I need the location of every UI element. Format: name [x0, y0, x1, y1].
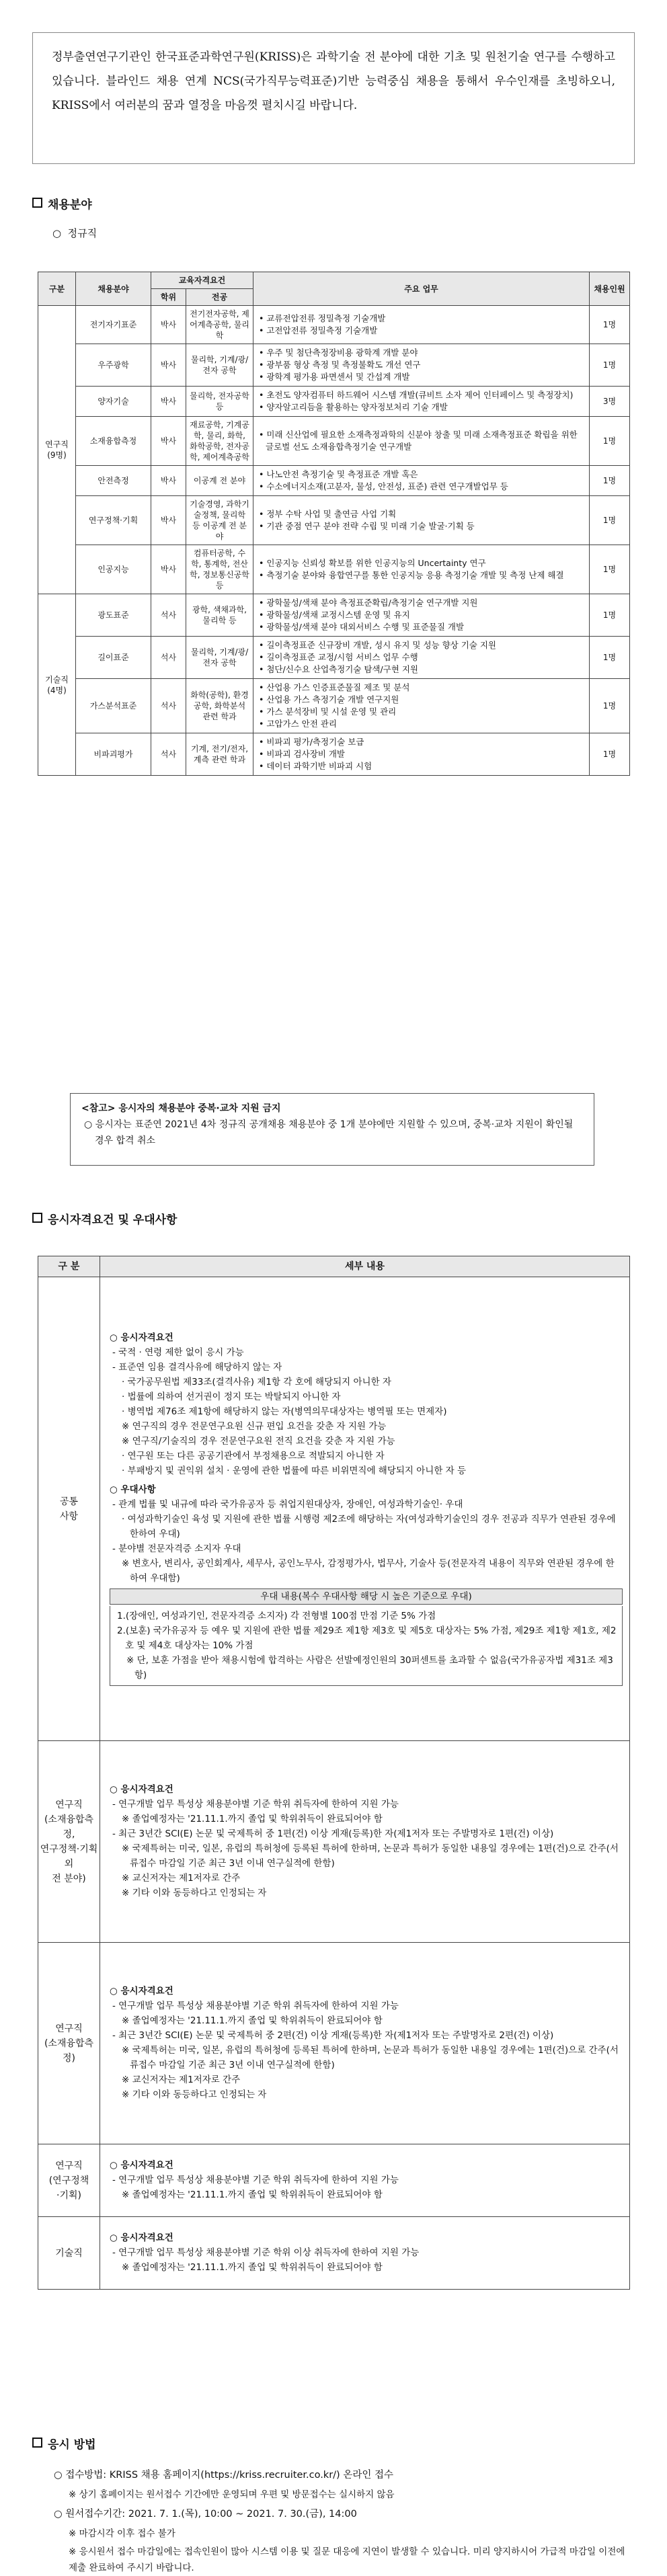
duty-text: 첨단/신수요 산업측정기술 탐색/구현 지원 [266, 664, 418, 674]
list-item: · 부패방지 및 권익위 설치 · 운영에 관한 법률에 따른 비위면직에 해당되지 아니한 자 등 [122, 1465, 467, 1476]
row-common [38, 1277, 630, 1741]
count-cell: 3명 [590, 387, 630, 417]
major-cell: 기술경영, 과학기술정책, 물리학 등 이공계 전 분야 [186, 496, 253, 545]
bullet-icon: • [259, 390, 267, 400]
bullet-icon: • [259, 558, 267, 568]
duty-text: 인공지능 신뢰성 확보를 위한 인공지능의 Uncertainty 연구 [266, 558, 486, 568]
technical-body [100, 2217, 630, 2290]
field-cell: 안전측정 [76, 466, 151, 496]
group-label: 기술직 (4명) [38, 594, 76, 776]
bullet-icon: • [259, 707, 267, 717]
count-cell: 1명 [590, 545, 630, 594]
degree-cell: 석사 [151, 733, 186, 776]
duty-text: 비파괴 평가/측정기술 보급 [266, 737, 364, 747]
apply-note-1: ※ 상기 홈페이지는 원서접수 기간에만 운영되며 우편 및 방문접수는 실시하지 않음 [69, 2489, 395, 2500]
bullet-icon: • [259, 325, 267, 335]
list-item: ※ 연구직의 경우 전문연구요원 신규 편입 요건을 갖춘 자 지원 가능 [122, 1421, 387, 1432]
count-cell: 1명 [590, 594, 630, 637]
apply-method: ○ 접수방법: KRISS 채용 홈페이지(https://kriss.recruiter.co.kr/) 온라인 접수 [54, 2470, 393, 2481]
duty-item [259, 481, 586, 493]
field-cell: 양자기술 [76, 387, 151, 417]
list-item: - 연구개발 업무 특성상 채용분야별 기준 학위 취득자에 한하여 지원 가능 [112, 2174, 399, 2185]
duty-text: 데이터 과학기반 비파괴 시험 [266, 761, 372, 771]
bullet-icon: • [259, 682, 267, 692]
research-policy-title: ○ 응시자격요건 [110, 2159, 173, 2171]
label-research-policy: 연구직 (연구정책 ·기획) [38, 2144, 100, 2217]
duty-text: 양자알고리듬을 활용하는 양자정보처리 기술 개발 [266, 402, 448, 412]
bullet-icon: • [259, 348, 267, 358]
list-item: · 병역법 제76조 제1항에 해당하지 않는 자(병역의무대상자는 병역필 또는 면제자) [122, 1406, 447, 1417]
research-other-title: ○ 응시자격요건 [110, 1783, 173, 1795]
table-row [38, 496, 630, 545]
list-item: - 최근 3년간 SCI(E) 논문 및 국제특허 중 1편(건) 이상 게재(등록)한 자(제1저자 또는 주발명자로 1편(건) 이상) [112, 1828, 554, 1839]
bullet-icon: • [259, 402, 267, 412]
major-cell: 물리학, 전자공학 등 [186, 387, 253, 417]
duty-text: 측정기술 분야와 융합연구를 통한 인공지능 응용 측정기술 개발 및 측정 난제 해결 [266, 570, 564, 580]
major-cell: 광학, 색채과학, 물리학 등 [186, 594, 253, 637]
square-bullet-icon [32, 2438, 42, 2448]
major-cell: 기계, 전기/전자, 계측 관련 학과 [186, 733, 253, 776]
duty-item [259, 694, 586, 706]
common-pref-lines [110, 1497, 623, 1586]
duty-text: 산업용 가스 인증표준물질 제조 및 분석 [266, 682, 410, 692]
bullet-icon: • [259, 664, 267, 674]
research-material-title: ○ 응시자격요건 [110, 1985, 173, 1997]
list-item: · 여성과학기술인 육성 및 지원에 관한 법률 시행령 제2조에 해당하는 자(여성과학기술인의 경우 전공과 직무가 연관된 경우에 한하여 우대) [122, 1514, 616, 1539]
count-cell: 1명 [590, 679, 630, 733]
list-item: · 국가공무원법 제33조(결격사유) 제1항 각 호에 해당되지 아니한 자 [122, 1377, 391, 1387]
apply-section [54, 2466, 632, 2576]
duty-text: 길이측정표준 신규장비 개발, 성시 유지 및 성능 향상 기술 지원 [266, 640, 496, 650]
bullet-icon: • [259, 694, 267, 705]
duty-text: 기관 중점 연구 분야 전략 수립 및 미래 기술 발굴·기획 등 [266, 521, 475, 531]
list-item: - 표준연 임용 결격사유에 해당하지 않는 자 [112, 1362, 282, 1373]
research-policy-lines [110, 2173, 623, 2202]
table-row [38, 306, 630, 344]
duty-item [259, 347, 586, 359]
count-cell: 1명 [590, 417, 630, 466]
duty-item [259, 597, 586, 609]
list-item: - 연구개발 업무 특성상 채용분야별 기준 학위 취득자에 한하여 지원 가능 [112, 2000, 399, 2011]
list-item: ※ 변호사, 변리사, 공인회계사, 세무사, 공인노무사, 감정평가사, 법무사, 기술사 등(전문자격 내용이 직무와 연관된 경우에 한하여 우대함) [122, 1558, 615, 1584]
major-cell: 전기전자공학, 제어계측공학, 물리학 [186, 306, 253, 344]
duty-cell [253, 306, 590, 344]
degree-cell: 박사 [151, 496, 186, 545]
apply-note-3: ※ 응시원서 접수 마감일에는 접속인원이 많아 시스템 이용 및 질문 대응에 지연이 발생할 수 있습니다. 미리 양지하시어 가급적 마감일 이전에 제출 완료하여 주시기 바랍니다. [69, 2546, 625, 2573]
section-qualify-heading: 응시자격요건 및 우대사항 [32, 1210, 177, 1227]
header-category: 구분 [38, 272, 76, 306]
technical-lines [110, 2245, 623, 2275]
note-box [70, 1093, 594, 1166]
count-cell: 1명 [590, 733, 630, 776]
duty-item [259, 760, 586, 772]
count-cell: 1명 [590, 637, 630, 679]
table-row [38, 679, 630, 733]
list-item: - 최근 3년간 SCI(E) 논문 및 국제특허 중 2편(건) 이상 게재(등록)한 자(제1저자 또는 주발명자로 2편(건) 이상) [112, 2029, 554, 2041]
duty-item [259, 520, 586, 532]
bullet-icon: • [259, 481, 267, 491]
bullet-icon: • [259, 749, 267, 759]
list-item: · 법률에 의하여 선거권이 정지 또는 박탈되지 아니한 자 [122, 1392, 341, 1402]
degree-cell: 석사 [151, 679, 186, 733]
pref-box-body [110, 1606, 623, 1686]
table-row [38, 466, 630, 496]
list-item: ※ 졸업예정자는 '21.11.1.까지 졸업 및 학위취득이 완료되어야 함 [122, 2015, 383, 2026]
field-cell: 광도표준 [76, 594, 151, 637]
list-item: - 관계 법률 및 내규에 따라 국가유공자 등 취업지원대상자, 장애인, 여성과학기술인· 우대 [112, 1499, 463, 1510]
duty-text: 고압가스 안전 관리 [266, 719, 337, 729]
duty-text: 초전도 양자컴퓨터 하드웨어 시스템 개발(큐비트 소자 제어 인터페이스 및 측정장치) [266, 390, 574, 400]
duty-text: 산업용 가스 측정기술 개발 연구지원 [266, 694, 399, 705]
table-row [38, 387, 630, 417]
major-cell: 화학(공학), 환경공학, 화학분석 관련 학과 [186, 679, 253, 733]
pref-box-line: ※ 단, 보훈 가점을 받아 채용시험에 합격하는 사람은 선발예정인원의 30퍼센트를 초과할 수 없음(국가유공자법 제31조 제3항) [126, 1655, 613, 1681]
duty-item [259, 639, 586, 651]
bullet-icon: • [259, 652, 267, 662]
qualification-table [38, 1256, 630, 2290]
duty-item [259, 469, 586, 481]
field-cell: 가스분석표준 [76, 679, 151, 733]
major-cell: 물리학, 기계/광/전자 공학 [186, 344, 253, 387]
duty-text: 정부 수탁 사업 및 출연금 사업 기획 [266, 509, 397, 519]
field-cell: 소재융합측정 [76, 417, 151, 466]
list-item: - 분야별 전문자격증 소지자 우대 [112, 1543, 241, 1554]
duty-cell [253, 417, 590, 466]
bullet-icon: • [259, 570, 267, 580]
bullet-icon: • [259, 509, 267, 519]
research-material-lines [110, 1999, 623, 2102]
duty-item [259, 736, 586, 748]
list-item: ※ 국제특허는 미국, 일본, 유럽의 특허청에 등록된 특허에 한하며, 논문과 특허가 동일한 내용일 경우에는 1편(건)으로 간주(서류접수 마감일 기준 최근 3년 이내 연구실적에 한함) [122, 2044, 619, 2070]
group-label: 연구직 (9명) [38, 306, 76, 594]
duty-text: 미래 신산업에 필요한 소재측정과학의 신분야 창출 및 미래 소재측정표준 확립을 위한 글로벌 선도 소재융합측정기술 연구개발 [266, 430, 578, 452]
intro-box: 정부출연연구기관인 한국표준과학연구원(KRISS)은 과학기술 전 분야에 대한 기초 및 원천기술 연구를 수행하고 있습니다. 블라인드 채용 연계 NCS(국가직무능력표준)기반 능력중심 채용을 통해서 우수인재를 초빙하오니, KRISS에서 여러분의 꿈과 열정을 마음껏 펼치시길 바랍니다. [32, 32, 635, 164]
header-field: 채용분야 [76, 272, 151, 306]
list-item: ※ 연구직/기술직의 경우 전문연구요원 전직 요건을 갖춘 자 지원 가능 [122, 1436, 395, 1447]
duty-item [259, 359, 586, 371]
common-qual-title: ○ 응시자격요건 [110, 1332, 173, 1343]
count-cell: 1명 [590, 306, 630, 344]
duty-item [259, 429, 586, 453]
duty-item [259, 663, 586, 676]
bullet-icon: • [259, 372, 267, 382]
degree-cell: 박사 [151, 545, 186, 594]
header-edu: 교육자격요건 [151, 272, 253, 289]
research-other-lines [110, 1797, 623, 1900]
duty-text: 가스 분석장비 및 시설 운영 및 관리 [266, 707, 397, 717]
header-category2: 구 분 [38, 1256, 100, 1277]
field-cell: 비파괴평가 [76, 733, 151, 776]
table-row [38, 594, 630, 637]
header-count: 채용인원 [590, 272, 630, 306]
label-common: 공통 사항 [38, 1277, 100, 1741]
bullet-icon: • [259, 761, 267, 771]
major-cell: 컴퓨터공학, 수학, 통계학, 전산학, 정보통신공학 등 [186, 545, 253, 594]
degree-cell: 박사 [151, 387, 186, 417]
table-row [38, 417, 630, 466]
duty-item [259, 706, 586, 718]
duty-text: 나노안전 측정기술 및 측정표준 개발 혹은 [266, 469, 418, 479]
duty-item [259, 748, 586, 760]
common-body [100, 1277, 630, 1741]
bullet-icon: • [259, 313, 267, 323]
bullet-icon: • [259, 737, 267, 747]
bullet-icon: • [259, 610, 267, 620]
apply-period: ○ 원서접수기간: 2021. 7. 1.(목), 10:00 ~ 2021. 7. 30.(금), 14:00 [54, 2509, 357, 2520]
bullet-icon: • [259, 360, 267, 370]
degree-cell: 박사 [151, 417, 186, 466]
bullet-icon: • [259, 622, 267, 632]
research-material-body [100, 1943, 630, 2144]
list-item: - 국적 · 연령 제한 없이 응시 가능 [112, 1347, 244, 1358]
bullet-icon: • [259, 719, 267, 729]
duty-text: 길이측정표준 교정/시험 서비스 업무 수행 [266, 652, 418, 662]
duty-text: 광학물성/색채 분야 대외서비스 수행 및 표준물질 개발 [266, 622, 465, 632]
regular-subheading: ○ 정규직 [52, 227, 97, 239]
duty-item [259, 313, 586, 325]
square-bullet-icon [32, 198, 42, 208]
duty-cell [253, 496, 590, 545]
duty-item [259, 651, 586, 663]
pref-box-title: 우대 내용(복수 우대사항 해당 시 높은 기준으로 우대) [110, 1588, 623, 1605]
list-item: ※ 졸업예정자는 '21.11.1.까지 졸업 및 학위취득이 완료되어야 함 [122, 2261, 383, 2273]
header-degree: 학위 [151, 289, 186, 306]
duty-text: 광학물성/색채 분야 측정표준확립/측정기술 연구개발 지원 [266, 598, 478, 608]
duty-item [259, 371, 586, 383]
count-cell: 1명 [590, 496, 630, 545]
common-qual-lines [110, 1345, 623, 1478]
bullet-icon: • [259, 521, 267, 531]
duty-item [259, 609, 586, 621]
duty-cell [253, 387, 590, 417]
header-major: 전공 [186, 289, 253, 306]
field-cell: 우주광학 [76, 344, 151, 387]
duty-item [259, 401, 586, 413]
table-row [38, 637, 630, 679]
pref-box-line: 2.(보훈) 국가유공자 등 예우 및 지원에 관한 법률 제29조 제1항 제3호 및 제5호 대상자는 5% 가점, 제29조 제1항 제1호, 제2호 및 제4호 대상자는 10% 가점 [117, 1625, 617, 1651]
field-cell: 길이표준 [76, 637, 151, 679]
list-item: - 연구개발 업무 특성상 채용분야별 기준 학위 이상 취득자에 한하여 지원 가능 [112, 2247, 420, 2258]
section-apply-heading: 응시 방법 [32, 2435, 96, 2452]
duty-cell [253, 344, 590, 387]
note-text: ○ 응시자는 표준연 2021년 4차 정규직 공개채용 채용분야 중 1개 분야에만 지원할 수 있으며, 중복·교차 지원이 확인될 경우 합격 취소 [84, 1119, 574, 1146]
degree-cell: 박사 [151, 344, 186, 387]
degree-cell: 석사 [151, 594, 186, 637]
recruit-table [38, 272, 630, 776]
count-cell: 1명 [590, 466, 630, 496]
table-row [38, 733, 630, 776]
list-item: ※ 졸업예정자는 '21.11.1.까지 졸업 및 학위취득이 완료되어야 함 [122, 2189, 383, 2200]
row-research-material [38, 1943, 630, 2144]
list-item: ※ 졸업예정자는 '21.11.1.까지 졸업 및 학위취득이 완료되어야 함 [122, 1813, 383, 1824]
duty-text: 교류전압전류 정밀측정 기술개발 [266, 313, 386, 323]
pref-box-line: 1.(장애인, 여성과기인, 전문자격증 소지자) 각 전형별 100점 만점 기준 5% 가점 [117, 1611, 436, 1621]
list-item: ※ 기타 이와 동등하다고 인정되는 자 [122, 2089, 267, 2100]
duty-text: 광부품 형상 측정 및 측정불확도 개선 연구 [266, 360, 421, 370]
duty-cell [253, 679, 590, 733]
bullet-icon: • [259, 430, 267, 440]
duty-cell [253, 545, 590, 594]
major-cell: 물리학, 기계/광/전자 공학 [186, 637, 253, 679]
duty-item [259, 682, 586, 694]
duty-item [259, 389, 586, 401]
duty-text: 고전압전류 정밀측정 기술개발 [266, 325, 378, 335]
degree-cell: 석사 [151, 637, 186, 679]
duty-item [259, 718, 586, 730]
research-other-body [100, 1741, 630, 1943]
field-cell: 연구정책·기획 [76, 496, 151, 545]
field-cell: 전기자기표준 [76, 306, 151, 344]
list-item: ※ 기타 이와 동등하다고 인정되는 자 [122, 1887, 267, 1898]
duty-cell [253, 594, 590, 637]
duty-cell [253, 466, 590, 496]
list-item: ※ 국제특허는 미국, 일본, 유럽의 특허청에 등록된 특허에 한하며, 논문과 특허가 동일한 내용일 경우에는 1편(건)으로 간주(서류접수 마감일 기준 최근 3년 이내 연구실적에 한함) [122, 1843, 619, 1869]
duty-text: 수소에너지소재(고분자, 물성, 안전성, 표준) 관련 연구개발업무 등 [266, 481, 508, 491]
list-item: ※ 교신저자는 제1저자로 간주 [122, 1872, 241, 1884]
section-recruit-heading: 채용분야 [32, 195, 92, 212]
label-research-material: 연구직 (소재융합측정) [38, 1943, 100, 2144]
table-row [38, 344, 630, 387]
duty-item [259, 569, 586, 581]
common-pref-title: ○ 우대사항 [110, 1484, 156, 1495]
duty-cell [253, 637, 590, 679]
degree-cell: 박사 [151, 466, 186, 496]
bullet-icon: • [259, 640, 267, 650]
duty-text: 우주 및 첨단측정장비용 광학계 개발 분야 [266, 348, 418, 358]
row-technical [38, 2217, 630, 2290]
duty-item [259, 508, 586, 520]
list-item: - 연구개발 업무 특성상 채용분야별 기준 학위 취득자에 한하여 지원 가능 [112, 1798, 399, 1810]
duty-item [259, 621, 586, 633]
row-research-other [38, 1741, 630, 1943]
count-cell: 1명 [590, 344, 630, 387]
label-research-other: 연구직 (소재융합측정, 연구정책·기획 외 전 분야) [38, 1741, 100, 1943]
label-technical: 기술직 [38, 2217, 100, 2290]
square-bullet-icon [32, 1213, 42, 1223]
duty-item [259, 325, 586, 337]
bullet-icon: • [259, 469, 267, 479]
bullet-icon: • [259, 598, 267, 608]
field-cell: 인공지능 [76, 545, 151, 594]
research-policy-body [100, 2144, 630, 2217]
list-item: · 연구원 또는 다른 공공기관에서 부정채용으로 적발되지 아니한 자 [122, 1451, 385, 1461]
major-cell: 재료공학, 기계공학, 물리, 화학, 화학공학, 전자공학, 제어계측공학 [186, 417, 253, 466]
duty-cell [253, 733, 590, 776]
degree-cell: 박사 [151, 306, 186, 344]
technical-title: ○ 응시자격요건 [110, 2232, 173, 2243]
major-cell: 이공계 전 분야 [186, 466, 253, 496]
row-research-policy [38, 2144, 630, 2217]
duty-text: 비파괴 검사장비 개발 [266, 749, 345, 759]
apply-note-2: ※ 마감시각 이후 접수 불가 [69, 2528, 175, 2539]
table-row [38, 545, 630, 594]
note-title: <참고> 응시자의 채용분야 중복·교차 지원 금지 [81, 1103, 281, 1114]
duty-text: 광학계 평가용 파면센서 및 간섭계 개발 [266, 372, 410, 382]
list-item: ※ 교신저자는 제1저자로 간주 [122, 2074, 241, 2085]
header-detail: 세부 내용 [100, 1256, 630, 1277]
header-duty: 주요 업무 [253, 272, 590, 306]
duty-text: 광학물성/색채 교정시스템 운영 및 유지 [266, 610, 410, 620]
duty-item [259, 557, 586, 569]
